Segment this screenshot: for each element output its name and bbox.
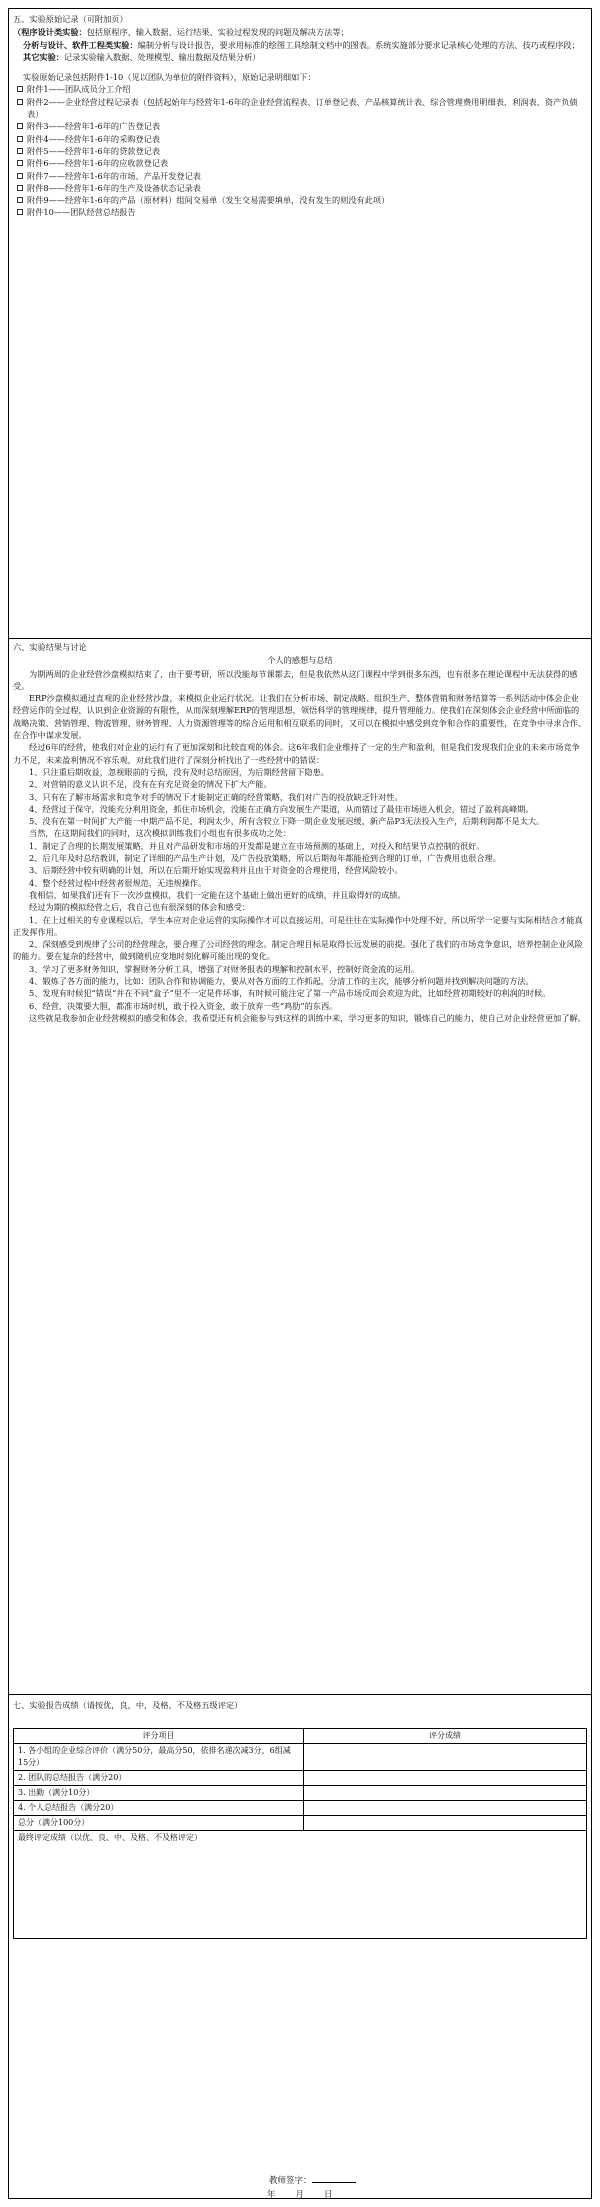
annex-item: 附件1——团队成员分工介绍: [13, 83, 587, 95]
section5-note-1: （程序设计类实验：包括原程序、输入数据、运行结果、实验过程发现的问题及解决方法等；: [13, 27, 349, 38]
checkbox-icon: [17, 160, 23, 166]
checkbox-icon: [17, 136, 23, 142]
summary-paragraph: ERP沙盘模拟通过直观的企业经营沙盘，来模拟企业运行状况。让我们在分析市场、制定战略、组织生产、整体营销和财务结算等一系列活动中体会企业经营运作的全过程，认识到企业资源的有限性，从而深刻理解ERP的管理思想，领悟科学的管理规律，提升管理能力。使我们在深刻体会企业经营中所面临的战略决策、营销管理、物流管理、财务管理、人力资源管理等的综合运用和相互联系的同时，又可以在模拟中感受到竞争和合作的重要性，在竞争中寻求合作、在合作中谋求发展。: [13, 693, 587, 741]
summary-paragraph: 3、只有在了解市场需求和竞争对手的情况下才能制定正确的经营策略，我们对广告的投放缺乏针对性。: [29, 791, 403, 802]
grading-score-cell[interactable]: [304, 1801, 587, 1816]
grading-row: [14, 1771, 587, 1786]
grading-rows: [14, 1744, 587, 1939]
annex-item: 附件2——企业经营过程记录表（包括起始年与经营年1-6年的企业经营流程表、订单登记表、产品核算统计表、综合管理费用明细表、利润表、资产负债表）: [13, 96, 587, 121]
report-page: [8, 8, 592, 2199]
section-grading: [9, 1695, 591, 2200]
grading-item: 1. 各小组的企业综合评价（满分50分，最高分50，依排名递次减3分，6组减15分）: [14, 1744, 304, 1771]
grading-score-cell[interactable]: [304, 1816, 587, 1831]
section-raw-records: [9, 11, 591, 639]
checkbox-icon: [17, 148, 23, 154]
grading-row: [14, 1744, 587, 1771]
grading-score-cell[interactable]: [304, 1744, 587, 1771]
annex-item: 附件8——经营年1-6年的生产及设备状态记录表: [13, 182, 587, 194]
grading-header-row: [14, 1729, 587, 1744]
grading-item: 总分（满分100分）: [14, 1816, 304, 1831]
checkbox-icon: [17, 185, 23, 191]
section5-note-3: 其它实验：记录实验输入数据、处理模型、输出数据及结果分析）: [23, 51, 261, 62]
summary-paragraph: 经过为期的模拟经营之后，我自己也有很深刻的体会和感受：: [29, 902, 251, 913]
summary-paragraph: 2、对营销的意义认识不足，没有在有充足资金的情况下扩大产能。: [29, 779, 272, 790]
summary-paragraph: 3、学习了更多财务知识，掌握财务分析工具，增强了对财务报表的理解和控制水平，控制好资金流的运用。: [29, 963, 420, 974]
annex-list: [13, 83, 587, 218]
summary-paragraph: 5、发现有时候犯“错误”并在不同“盒子”里不一定是件坏事，有时候可能注定了第一产品市场反而会欢迎为此，比如经营初期较好的利润的时候。: [29, 988, 551, 999]
annex-item: 附件10——团队经营总结报告: [13, 206, 587, 218]
summary-paragraph: 2、深刻感受到规律了公司的经营理念，要合理了公司经营的理念。制定合理目标是取得长远发展的前提。强化了我们的市场竞争意识，培养控制企业风险的能力。要在复杂的经营中，做到随机应变地时刻化解可能出现的变化。: [13, 939, 583, 962]
checkbox-icon: [17, 209, 23, 215]
checkbox-icon: [17, 86, 23, 92]
grading-score-cell[interactable]: [304, 1771, 587, 1786]
date-line: 年 月 日: [267, 2190, 334, 2200]
section5-intro: 实验原始记录包括附件1-10（见以团队为单位的附件资料），原始记录明细如下：: [23, 72, 316, 83]
grading-score-cell[interactable]: [304, 1786, 587, 1801]
grading-table: [13, 1728, 587, 1939]
summary-paragraph: 4、锻炼了各方面的能力，比如：团队合作和协调能力，要从对各方面的工作抓起，分清工作的主次，能够分析问题并找到解决问题的方法。: [29, 976, 534, 987]
summary-paragraph: 为期两周的企业经营沙盘模拟结束了，由于要考研，所以没能每节课都去，但是我依然从这门课程中学到很多东西，也有很多在理论课程中无法获得的感受。: [13, 668, 578, 691]
section-results-discussion: [9, 639, 591, 1695]
grading-row: [14, 1786, 587, 1801]
grading-row: [14, 1816, 587, 1831]
col-score-header: 评分成绩: [304, 1729, 587, 1744]
checkbox-icon: [17, 173, 23, 179]
summary-paragraph: 6、经营，决策要大胆，都准市场时机，敢于投入资金，敢于放弃一些“鸡肋”的东西。: [29, 1000, 338, 1011]
annex-item: 附件6——经营年1-6年的应收款登记表: [13, 157, 587, 169]
annex-item: 附件9——经营年1-6年的产品（原材料）组间交易单（发生交易需要填单，没有发生的则没有此项）: [13, 194, 587, 206]
grading-item: 3. 出勤（满分10分）: [14, 1786, 304, 1801]
summary-paragraph: 我相信，如果我们还有下一次沙盘模拟，我们一定能在这个基础上做出更好的成绩，并且取得好的成绩。: [29, 889, 406, 900]
checkbox-icon: [17, 123, 23, 129]
summary-paragraph: 1、在上过相关的专业课程以后，学生本应对企业运营的实际操作才可以直接运用，可是往往在实际操作中处理不好，所以所学一定要与实际相结合才能真正发挥作用。: [13, 914, 583, 937]
checkbox-icon: [17, 197, 23, 203]
summary-paragraph: 当然，在这期间我们的同时，这次模拟训练我们小组也有很多成功之处：: [29, 828, 292, 839]
annex-item: 附件5——经营年1-6年的贷款登记表: [13, 145, 587, 157]
col-item-header: 评分项目: [14, 1729, 304, 1744]
summary-paragraph: 1、制定了合理的长期发展策略，并且对产品研发和市场的开发都是建立在市场预测的基础上，对投入和结果节点控制的很好。: [29, 840, 485, 851]
section7-heading: 七、实验报告成绩（请按优，良，中，及格，不及格五级评定）: [13, 1700, 243, 1710]
summary-paragraph: 1、只注重后期收益，忽视眼前的亏损，没有及时总结原因，为后期经营留下隐患。: [29, 766, 329, 777]
annex-item: 附件3——经营年1-6年的广告登记表: [13, 120, 587, 132]
grading-item: 2. 团队的总结报告（满分20）: [14, 1771, 304, 1786]
summary-paragraph: 经过6年的经营，使我们对企业的运行有了更加深刻和比较直观的体会。这6年我们企业维持了一定的生产和盈利，但是我们发现我们企业的未来市场竞争力不足，未来盈利情况不容乐观，对此我们进行了深刻分析找出了一些经营中的错误：: [13, 742, 580, 765]
section6-heading: 六、实验结果与讨论: [13, 642, 87, 652]
section6-subtitle: 个人的感想与总结: [267, 655, 333, 666]
checkbox-icon: [17, 99, 23, 105]
final-grade-row: [14, 1831, 587, 1939]
teacher-signature: 教师签字：: [269, 2175, 356, 2188]
signature-line: [312, 2182, 356, 2183]
section5-heading: 五、实验原始记录（可附加页）: [13, 14, 128, 24]
summary-paragraphs: [13, 668, 587, 1025]
grading-row: [14, 1801, 587, 1816]
summary-paragraph: 4、经营过于保守，没能充分利用资金，抓住市场机会，没能在正确方向发展生产渠道，从而错过了最佳市场进入机会，错过了盈利高峰期。: [29, 803, 534, 814]
summary-paragraph: 3、后期经营中较有明确的计划，所以在后期开始实现盈利并且由于对资金的合理使用，经营风险较小。: [29, 865, 403, 876]
grading-item: 4. 个人总结报告（满分20）: [14, 1801, 304, 1816]
annex-item: 附件4——经营年1-6年的采购登记表: [13, 133, 587, 145]
final-grade-cell[interactable]: 最终评定成绩（以优、良、中、及格、不及格评定）: [14, 1831, 587, 1939]
summary-paragraph: 4、整个经营过程中经营者很规范，无违规操作。: [29, 877, 207, 888]
annex-item: 附件7——经营年1-6年的市场、产品开发登记表: [13, 170, 587, 182]
section5-note-2: 分析与设计、软件工程类实验：编制分析与设计报告，要求用标准的绘图工具绘制文档中的图表。系统实施部分要求记录核心处理的方法、技巧或程序段；: [23, 39, 580, 50]
summary-paragraph: 这些就是我参加企业经营模拟的感受和体会，我希望还有机会能参与到这样的训练中来，学习更多的知识，锻炼自己的能力，使自己对企业经营更加了解。: [29, 1012, 586, 1023]
summary-paragraph: 2、后几年及时总结教训，制定了详细的产品生产计划，及广告投放策略，所以后期每年都能抢到合理的订单，广告费用也很合理。: [29, 853, 501, 864]
summary-paragraph: 5、没有在第一时间扩大产能一中期产品不足，利润太少，所有含较立下降一期企业发展迟缓，新产品P3无法投入生产，后期利润都不是太大。: [29, 816, 545, 827]
